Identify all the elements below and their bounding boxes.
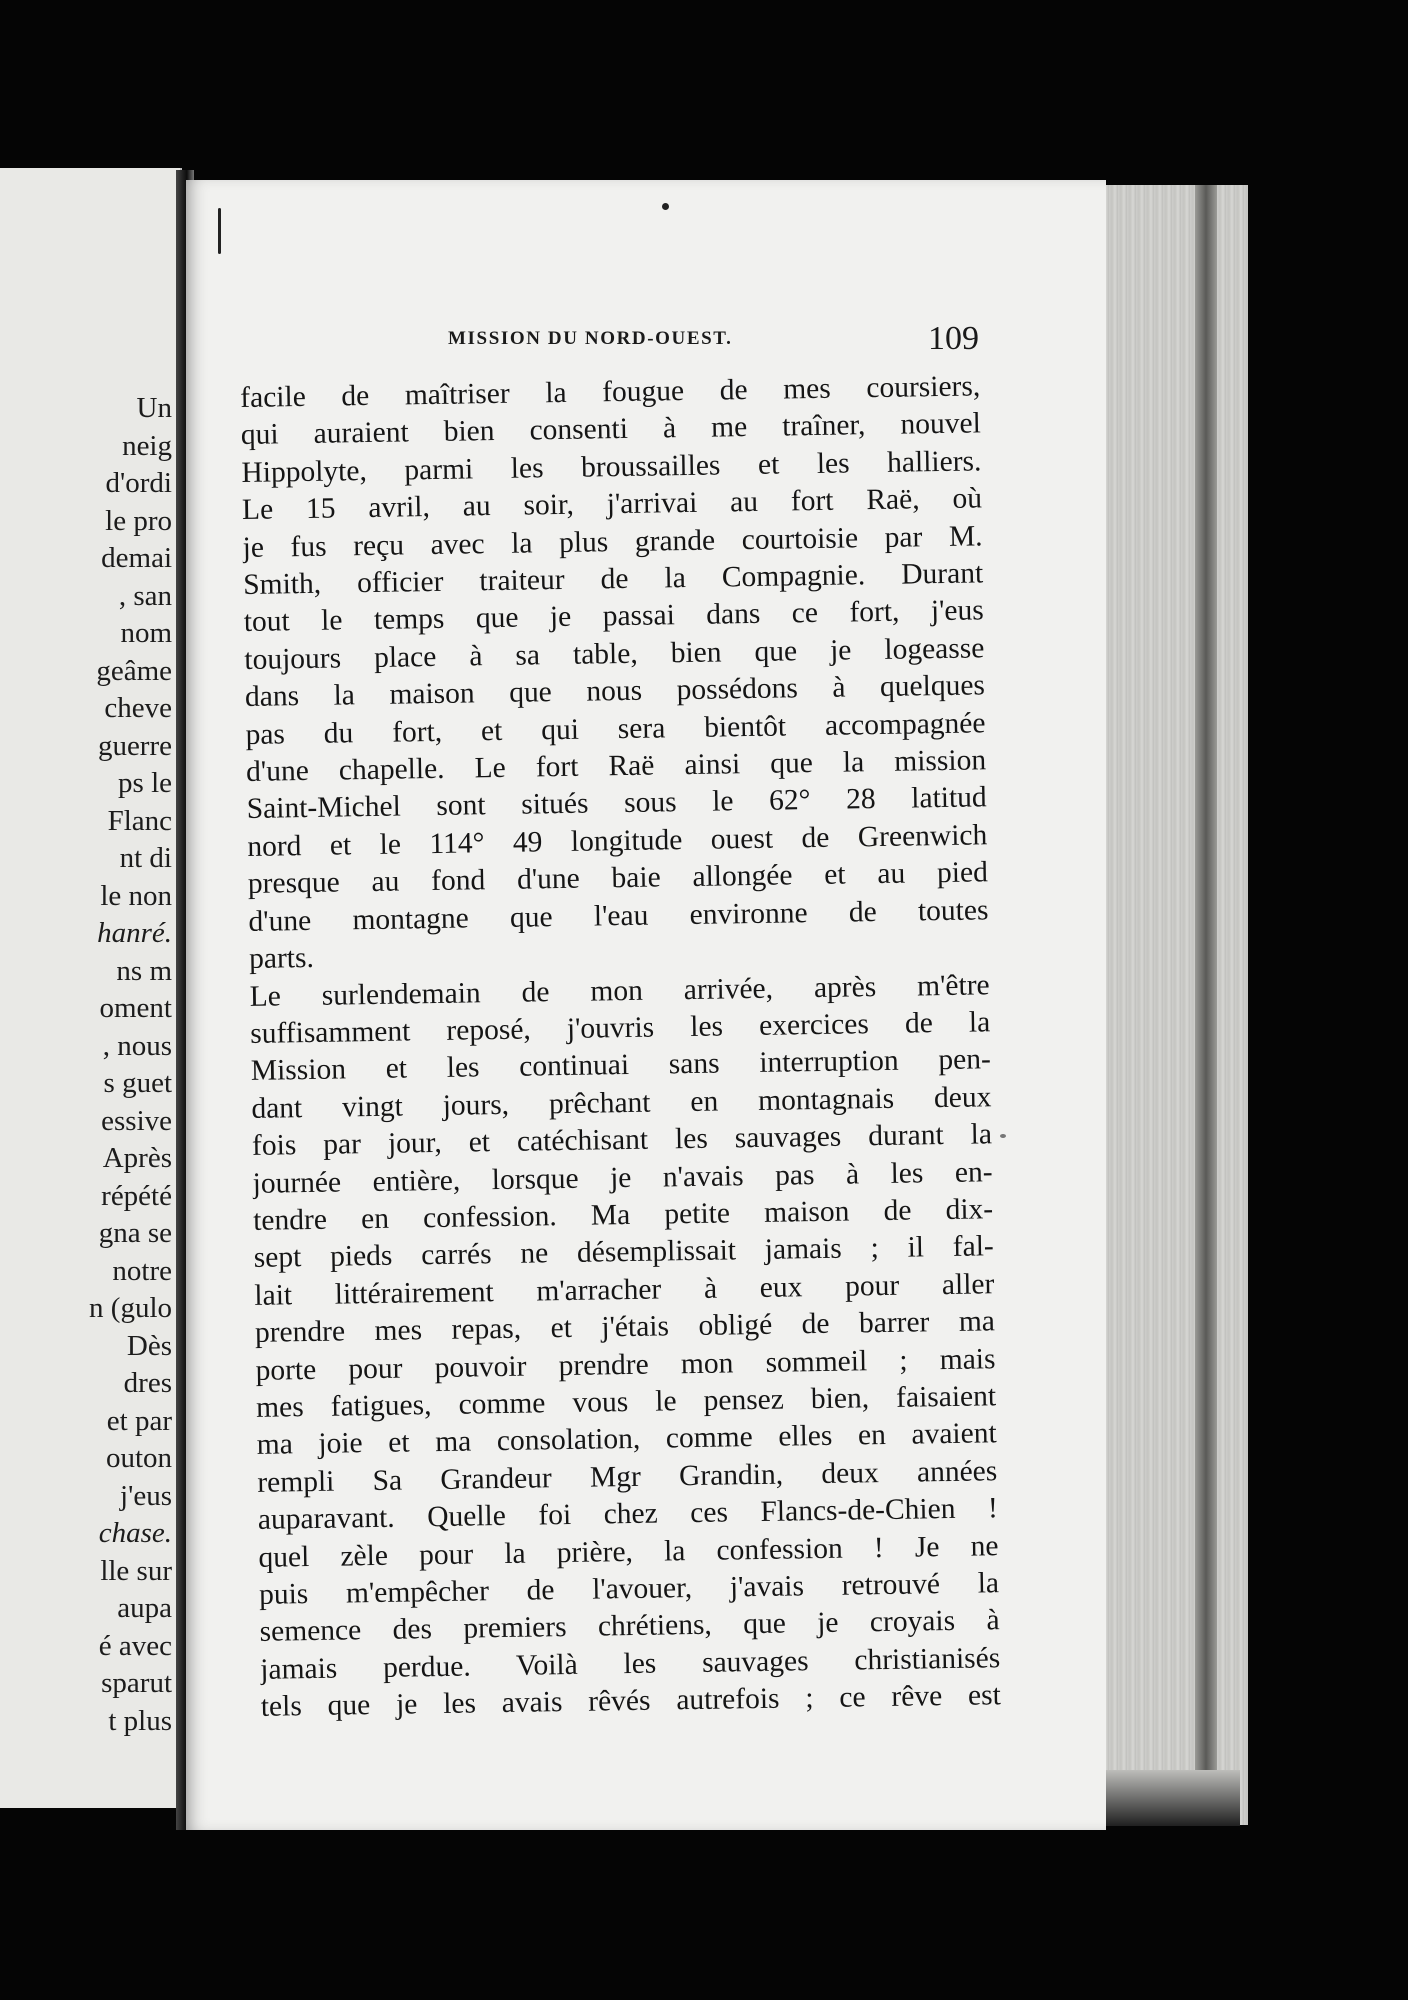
left-line: le pro <box>105 504 172 537</box>
text-line: Le surlendemain de mon arrivée, après m'être <box>249 968 990 1013</box>
left-line: répété <box>101 1179 172 1212</box>
text-line: Mission et les continuai sans interruption pen- <box>250 1043 992 1088</box>
text-line: rempli Sa Grandeur Mgr Grandin, deux années <box>257 1455 998 1499</box>
page-edges <box>1100 185 1248 1825</box>
left-line: n (gulo <box>89 1292 172 1324</box>
body-text <box>240 368 1001 1726</box>
text-line: je fus reçu avec la plus grande courtoisie par M. <box>242 519 983 564</box>
text-line: d'une chapelle. Le fort Raë ainsi que la mission <box>245 744 987 789</box>
left-line: le non <box>100 879 172 912</box>
left-line: cheve <box>104 692 172 724</box>
left-line: Après <box>102 1142 172 1174</box>
text-line: puis m'empêcher de l'avouer, j'avais retrouvé la <box>258 1567 1000 1611</box>
ink-speck <box>1000 1134 1006 1138</box>
text-line: quel zèle pour la prière, la confession ! Je ne <box>258 1529 999 1574</box>
left-line: geâme <box>96 654 172 687</box>
left-line: aupa <box>117 1592 172 1624</box>
text-line: presque au fond d'une baie allongée et au pied <box>247 856 989 901</box>
page-edges-shadow <box>1195 185 1217 1815</box>
text-line: Saint-Michel sont situés sous le 62° 28 latitud <box>246 781 987 826</box>
running-title: MISSION DU NORD-OUEST. <box>448 328 733 349</box>
left-line: Un <box>136 392 172 424</box>
left-line: gna se <box>98 1217 172 1249</box>
left-line: é avec <box>98 1629 172 1662</box>
text-line: parts. <box>248 942 315 976</box>
text-line: semence des premiers chrétiens, que je croyais à <box>259 1604 1000 1649</box>
left-page-text <box>2 390 172 1740</box>
left-line: j'eus <box>120 1479 172 1512</box>
left-line: neig <box>122 429 172 462</box>
left-line: et par <box>106 1404 172 1437</box>
text-line: d'une montagne que l'eau environne de toutes <box>248 893 989 938</box>
text-line: auparavant. Quelle foi chez ces Flancs-de-Chien ! <box>257 1492 999 1537</box>
left-line: , nous <box>102 1029 172 1062</box>
left-line: sparut <box>101 1667 172 1699</box>
text-line: tendre en confession. Ma petite maison de dix- <box>252 1193 994 1237</box>
left-line: nt di <box>119 842 172 874</box>
left-page <box>0 168 182 1808</box>
left-line: guerre <box>97 729 172 762</box>
left-line: dres <box>123 1367 172 1399</box>
running-header <box>448 320 1008 366</box>
text-line: ma joie et ma consolation, comme elles en avaient <box>256 1417 997 1462</box>
ink-mark <box>218 208 221 254</box>
left-line: s guet <box>103 1067 172 1099</box>
left-line: notre <box>112 1254 172 1287</box>
left-line: , san <box>118 579 172 612</box>
page-number: 109 <box>928 320 979 357</box>
text-line: Hippolyte, parmi les broussailles et les halliers. <box>241 445 982 489</box>
ink-speck <box>662 203 669 210</box>
left-line: d'ordi <box>105 467 172 499</box>
left-line: ns m <box>116 954 172 987</box>
left-line: ps le <box>118 767 172 799</box>
left-line: Flanc <box>107 804 172 837</box>
left-line: oment <box>99 992 172 1024</box>
left-line: Dès <box>126 1329 172 1362</box>
text-line: nord et le 114° 49 longitude ouest de Greenwich <box>247 819 988 863</box>
text-line: Smith, officier traiteur de la Compagnie. Durant <box>242 557 984 602</box>
left-line: demai <box>101 542 172 574</box>
text-line: Le 15 avril, au soir, j'arrivai au fort Raë, où <box>241 482 983 527</box>
text-line: pas du fort, et qui sera bientôt accompagnée <box>245 706 986 751</box>
text-line: prendre mes repas, et j'étais obligé de barrer ma <box>254 1305 996 1350</box>
left-line: essive <box>101 1104 172 1137</box>
text-line: facile de maîtriser la fougue de mes coursiers, <box>240 370 981 414</box>
left-line: hanré. <box>97 917 172 949</box>
text-line: dant vingt jours, prêchant en montagnais deux <box>251 1081 992 1125</box>
text-line: tels que je les avais rêvés autrefois ; ce rêve est <box>260 1679 1002 1724</box>
text-line: fois par jour, et catéchisant les sauvages durant la <box>251 1118 993 1163</box>
left-line: outon <box>105 1442 172 1474</box>
text-line: jamais perdue. Voilà les sauvages christianisés <box>260 1642 1001 1686</box>
text-line: suffisamment reposé, j'ouvris les exercices de la <box>250 1006 991 1050</box>
text-line: lait littérairement m'arracher à eux pour aller <box>254 1268 995 1312</box>
left-line: nom <box>120 617 172 649</box>
text-line: sept pieds carrés ne désemplissait jamais ; il fal- <box>253 1230 994 1275</box>
left-line: t plus <box>108 1704 172 1737</box>
text-line: porte pour pouvoir prendre mon sommeil ; mais <box>255 1342 996 1387</box>
left-line: lle sur <box>100 1554 172 1587</box>
text-line: tout le temps que je passai dans ce fort, j'eus <box>243 594 984 639</box>
text-line: dans la maison que nous possédons à quelques <box>244 669 986 714</box>
text-line: toujours place à sa table, bien que je logeasse <box>244 632 985 676</box>
text-line: qui auraient bien consenti à me traîner, nouvel <box>240 407 982 452</box>
text-line: mes fatigues, comme vous le pensez bien, faisaient <box>255 1380 997 1424</box>
text-line: journée entière, lorsque je n'avais pas à les en- <box>252 1155 993 1200</box>
left-line: chase. <box>98 1517 172 1549</box>
